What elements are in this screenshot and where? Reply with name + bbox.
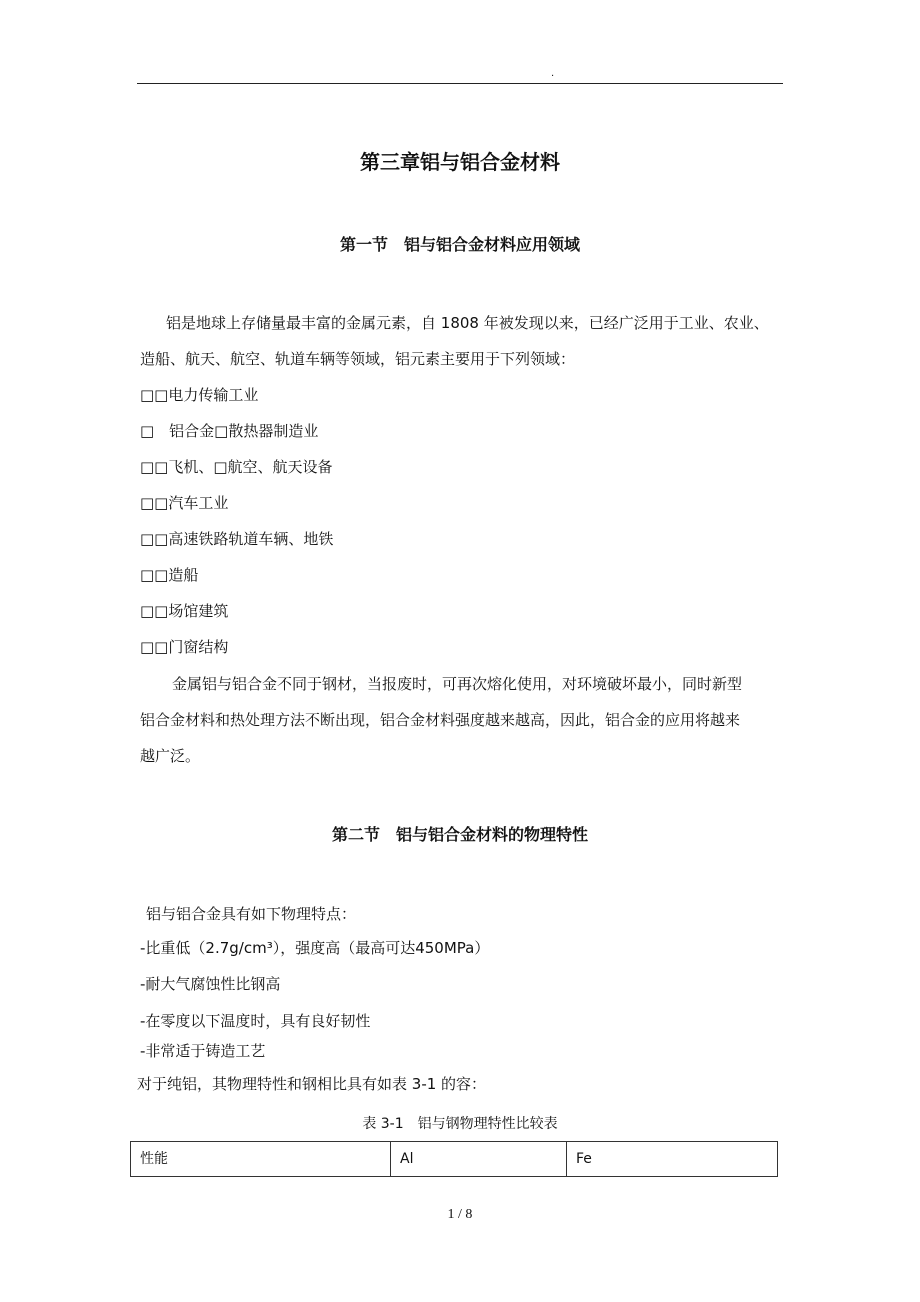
list-item: □□造船 <box>140 566 199 584</box>
body-line: 对于纯铝，其物理特性和钢相比具有如表 3-1 的容： <box>137 1075 487 1093</box>
list-item: □□门窗结构 <box>140 638 229 656</box>
section1-heading: 第一节 铝与铝合金材料应用领域 <box>339 235 580 254</box>
intro-line: 铝是地球上存储量最丰富的金属元素，自 1808 年被发现以来，已经广泛用于工业、农业、 <box>166 314 769 332</box>
body-line: -比重低（2.7g/cm³），强度高（最高可达450MPa） <box>140 939 490 957</box>
body-line: -非常适于铸造工艺 <box>140 1042 266 1060</box>
table-caption: 表 3-1 铝与钢物理特性比较表 <box>362 1116 558 1132</box>
paragraph-line: 铝合金材料和热处理方法不断出现，铝合金材料强度越来越高，因此，铝合金的应用将越来 <box>140 711 741 729</box>
table-header-cell: Fe <box>576 1151 592 1167</box>
paragraph-line: 金属铝与铝合金不同于钢材，当报废时，可再次熔化使用，对环境破坏最小，同时新型 <box>172 675 743 693</box>
intro-line: 造船、航天、航空、轨道车辆等领域，铝元素主要用于下列领域： <box>140 350 576 368</box>
comparison-table <box>130 1141 778 1177</box>
list-item: □□电力传输工业 <box>140 386 259 404</box>
header-mark: . <box>551 68 555 79</box>
body-line: -在零度以下温度时，具有良好韧性 <box>140 1012 371 1030</box>
header-rule <box>137 83 783 84</box>
section2-heading: 第二节 铝与铝合金材料的物理特性 <box>331 825 588 844</box>
chapter-title: 第三章铝与铝合金材料 <box>360 150 560 174</box>
list-item: □ 铝合金□散热器制造业 <box>140 422 319 440</box>
table-header-cell: 性能 <box>131 1142 391 1176</box>
list-item: □□汽车工业 <box>140 494 229 512</box>
list-item: □□场馆建筑 <box>140 602 229 620</box>
list-item: □□高速铁路轨道车辆、地铁 <box>140 530 334 548</box>
paragraph-line: 越广泛。 <box>140 747 201 765</box>
page-number: 1 / 8 <box>447 1207 473 1222</box>
list-item: □□飞机、□航空、航天设备 <box>140 458 333 476</box>
body-line: 铝与铝合金具有如下物理特点： <box>146 905 357 923</box>
table-header-cell: Al <box>391 1142 567 1176</box>
body-line: -耐大气腐蚀性比钢高 <box>140 975 281 993</box>
